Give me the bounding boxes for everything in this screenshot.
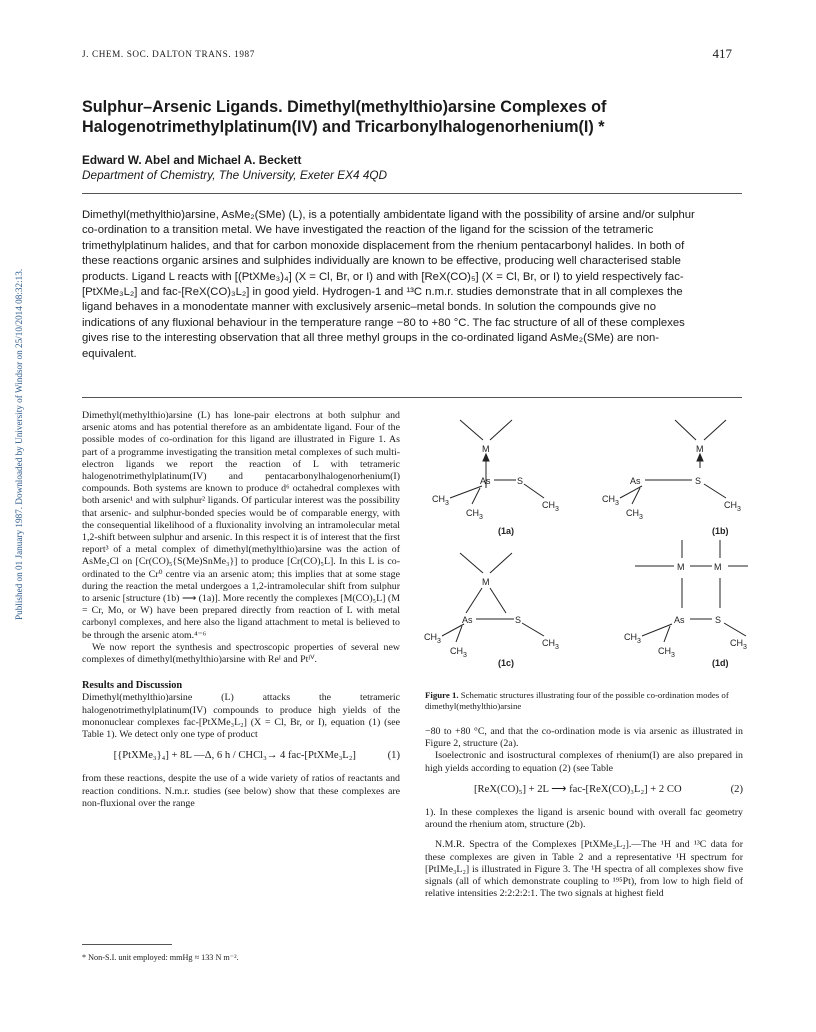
equation-1 [82, 750, 400, 762]
download-watermark [4, 200, 24, 620]
running-header [82, 47, 732, 63]
figure-1-structures [420, 408, 750, 683]
paragraph: Dimethyl(methylthio)arsine (L) attacks the tetrameric halogenotrimethylplatinum(IV) compounds to produce high yields of the mononuclear complexes fac-[PtXMe₃L₂] (X = Cl, Br, or I), equation (1) (see Table 1). We detect only one type of product [82, 692, 400, 741]
paragraph: 1). In these complexes the ligand is arsenic bound with overall fac geometry around the rhenium atom, structure (2b). [425, 807, 743, 831]
download-watermark-text: Published on 01 January 1987. Downloaded by University of Windsor on 25/10/2014 08:32:13. [14, 268, 24, 620]
equation-1-number: (1) [387, 750, 400, 762]
structure-label-1c: (1c) [498, 658, 515, 668]
paragraph: Dimethyl(methylthio)arsine (L) has lone-pair electrons at both sulphur and arsenic atoms and has potential therefore as an ambidentate ligand. Four of the possible modes of co-ordination for this ligand are illustrated in Figure 1. As part of a programme investigating the transition metal complexes of such multi-electron ligands we report the reaction of L with tetrameric halogenotrimethylplatinum(IV) and pentacarbonylhalogenorhenium(I) compounds. Both systems are known to produce d⁶ octahedral complexes with both arsenic¹ and with sulphur² ligands. Of particular interest was the possibility that arsenic- and sulphur-bonded species would be of comparable energy, with the consequential likelihood of a fluxionality involving an intramolecular metal 1,2-shift between sulphur and arsenic. In this respect it is of interest that the first report³ of a metal complex of dimethyl(methylthio)arsine was the action of AsMe₂Cl on [Cr(CO)₅{S(Me)SnMe₃}] to produce [Cr(CO)₅L]. In this L is co-ordinated to the Cr⁰ centre via an arsenic atom; this implies that at some stage during the reaction the metal undergoes a 1,2-intramolecular shift from sulphur to arsenic [structure (1b) ⟶ (1a)]. More recently the complexes [M(CO)₅L] (M = Cr, Mo, or W) have been prepared directly from reaction of L with metal carbonyl complexes, and here also the ligand attachment to metal is believed to be through the arsenic atom.⁴⁻⁶ [82, 410, 400, 641]
subscript: 3 [445, 500, 449, 507]
article-title: Sulphur–Arsenic Ligands. Dimethyl(methylthio)arsine Complexes of Halogenotrimethylplatinum(IV) and Tricarbonylhalogenorhenium(I) * [82, 98, 607, 136]
atom-label: $CH_3$ [424, 632, 441, 645]
left-column [82, 410, 400, 810]
section-heading: Results and Discussion [82, 680, 183, 692]
atom-label: $CH_3$ [432, 494, 449, 507]
figure-1-caption [425, 690, 743, 712]
equation-2-text: [ReX(CO)₅] + 2L ⟶ fac-[ReX(CO)₃L₂] + 2 CO [474, 783, 682, 795]
equation-2-number: (2) [730, 783, 743, 795]
atom-label: M [482, 577, 490, 587]
caption-label: Figure 1. [425, 690, 459, 700]
figure-1 [420, 408, 750, 683]
atom-label: M [714, 562, 722, 572]
subscript: 3 [555, 506, 559, 513]
caption-text: Schematic structures illustrating four of the possible co-ordination modes of dimethyl(methylthio)arsine [425, 690, 729, 711]
atom-label: $CH_3$ [626, 508, 643, 521]
paragraph: from these reactions, despite the use of a wide variety of ratios of reactants and reaction conditions. N.m.r. studies (see below) show that these complexes are non-fluxional over the range [82, 773, 400, 809]
rule-top [82, 193, 742, 194]
subscript: 3 [555, 644, 559, 651]
subscript: 3 [479, 514, 483, 521]
atom-label: S [517, 476, 524, 486]
atom-label: S [695, 476, 702, 486]
subscript: 3 [671, 652, 675, 659]
structure-label-1a: (1a) [498, 526, 515, 536]
atom-label: As [480, 476, 491, 486]
atom-label: $CH_3$ [542, 500, 559, 513]
atom-label: $CH_3$ [624, 632, 641, 645]
footnote: * Non-S.I. unit employed: mmHg ≈ 133 N m⁻². [82, 953, 239, 962]
paragraph: −80 to +80 °C, and that the co-ordination mode is via arsenic as illustrated in Figure 2, structure (2a). [425, 726, 743, 750]
authors: Edward W. Abel and Michael A. Beckett [82, 153, 302, 167]
page-number: 417 [712, 46, 732, 61]
paragraph: Isoelectronic and isostructural complexes of rhenium(I) are also prepared in high yields according to equation (2) (see Table [425, 750, 743, 774]
subscript: 3 [639, 514, 643, 521]
journal-name: J. CHEM. SOC. DALTON TRANS. 1987 [82, 49, 255, 59]
atom-label: $CH_3$ [542, 638, 559, 651]
atom-label: $CH_3$ [602, 494, 619, 507]
atom-label: As [630, 476, 641, 486]
atom-label: $CH_3$ [466, 508, 483, 521]
paragraph: We now report the synthesis and spectroscopic properties of several new complexes of dimethyl(methylthio)arsine with Reᴵ and Ptᴵⱽ. [82, 641, 400, 666]
atom-label: $CH_3$ [724, 500, 741, 513]
paragraph: N.M.R. Spectra of the Complexes [PtXMe₃L₂].—The ¹H and ¹³C data for these complexes are given in Table 2 and a representative ¹H spectrum for [PtIMe₃L₂] is illustrated in Figure 3. The ¹H spectra of all complexes show five signals (all of which demonstrate coupling to ¹⁹⁵Pt), from low to high field of relative intensities 2:2:2:2:1. The two signals at highest field [425, 839, 743, 900]
atom-label: $CH_3$ [450, 646, 467, 659]
structure-label-1d: (1d) [712, 658, 729, 668]
atom-label: As [674, 615, 685, 625]
affiliation: Department of Chemistry, The University, Exeter EX4 4QD [82, 168, 388, 182]
structure-label-1b: (1b) [712, 526, 729, 536]
atom-label: $CH_3$ [730, 638, 747, 651]
rule-bottom [82, 397, 742, 398]
atom-label: S [715, 615, 722, 625]
subscript: 3 [463, 652, 467, 659]
equation-1-text: [{PtXMe₃}₄] + 8L —Δ, 6 h / CHCl₃→ 4 fac-[PtXMe₃L₂] [113, 750, 356, 762]
subscript: 3 [737, 506, 741, 513]
footnote-rule [82, 944, 172, 945]
subscript: 3 [637, 638, 641, 645]
subscript: 3 [615, 500, 619, 507]
atom-label: As [462, 615, 473, 625]
atom-label: M [696, 444, 704, 454]
atom-label: $CH_3$ [658, 646, 675, 659]
equation-2 [425, 784, 743, 796]
atom-label: M [677, 562, 685, 572]
atom-label: M [482, 444, 490, 454]
atom-label: S [515, 615, 522, 625]
abstract: Dimethyl(methylthio)arsine, AsMe₂(SMe) (L), is a potentially ambidentate ligand with the possibility of arsine and/or sulphur co-ordination to a transition metal. We have investigated the reaction of the ligand for the scission of the tetrameric trimethylplatinum halides, and that for carbon monoxide displacement from the rhenium pentacarbonyl halides. In both of these reactions organic arsines and sulphides individually are known to be effective, producing well characterised stable products. Ligand L reacts with [(PtXMe₃)₄] (X = Cl, Br, or I) and with [ReX(CO)₅] (X = Cl, Br, or I) to yield respectively fac-[PtXMe₃L₂] and fac-[ReX(CO)₃L₂] in good yield. Hydrogen-1 and ¹³C n.m.r. studies demonstrate that in all complexes the ligand behaves in a monodentate manner with exclusively arsenic–metal bonds. In solution the compounds give no indications of any fluxional behaviour in the temperature range −80 to +80 °C. The fac structure of all of these complexes gives rise to the interesting observation that all three methyl groups in the co-ordinated ligand AsMe₂(SMe) are non-equivalent. [82, 209, 695, 360]
right-column [425, 726, 743, 900]
subscript: 3 [743, 644, 747, 651]
subscript: 3 [437, 638, 441, 645]
